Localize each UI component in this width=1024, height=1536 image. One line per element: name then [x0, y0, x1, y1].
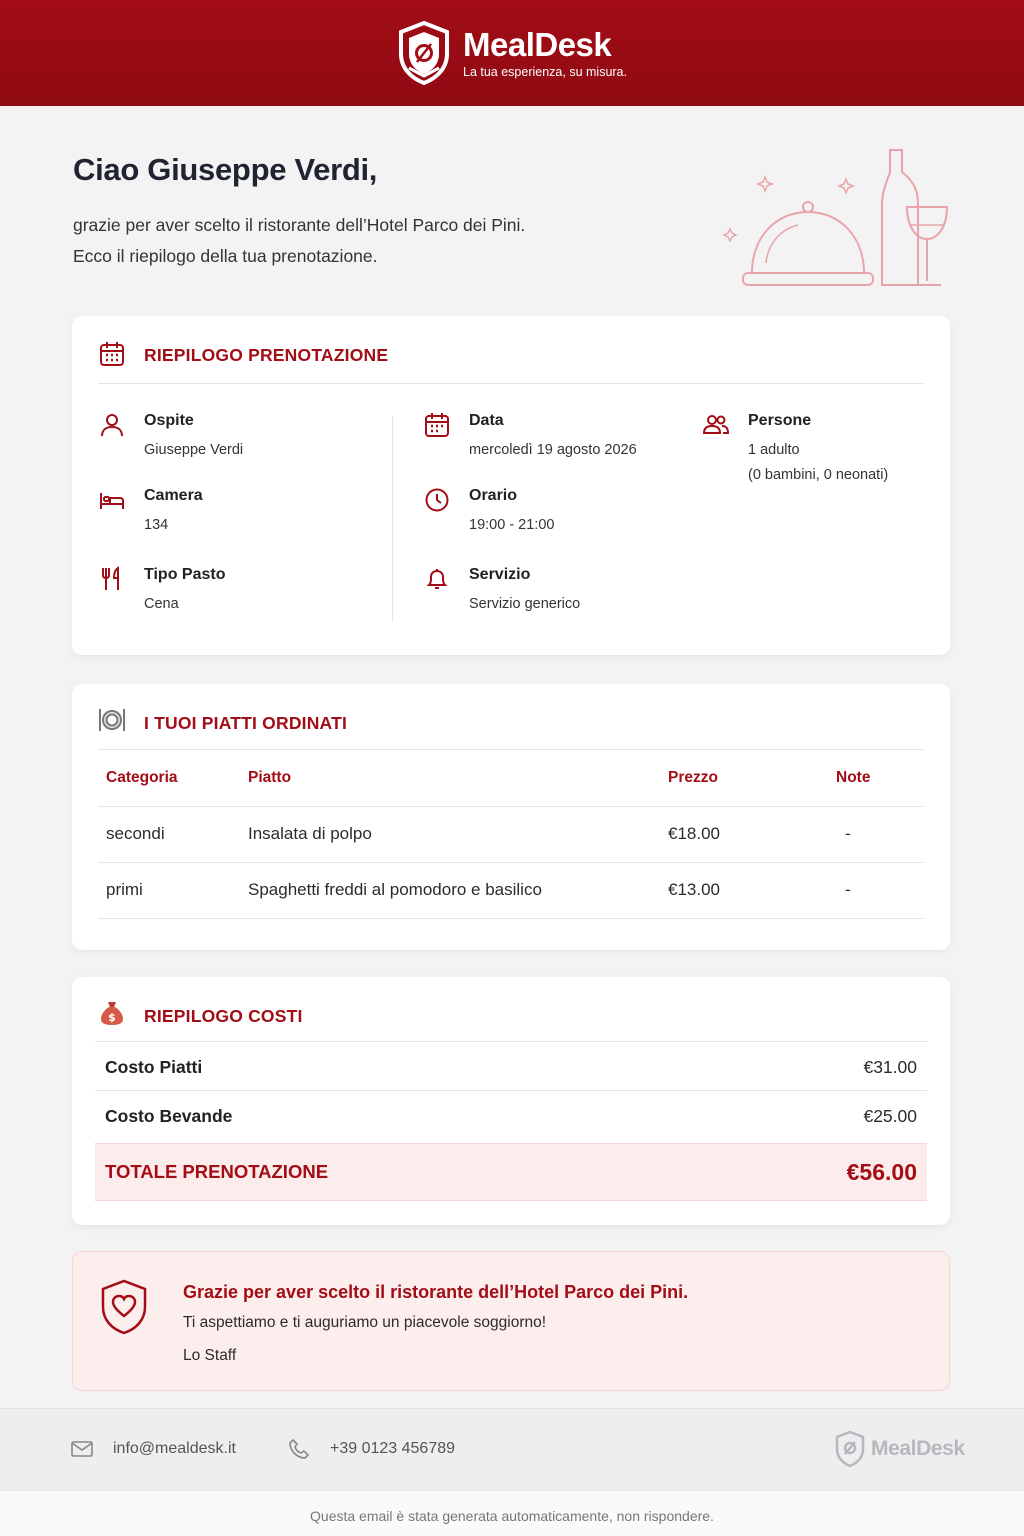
footer-phone[interactable]: [288, 1438, 455, 1460]
room-value: 134: [144, 517, 169, 533]
people-value: [748, 438, 888, 488]
svg-text:$: $: [108, 1011, 116, 1024]
greeting-line-2: Ecco il riepilogo della tua prenotazione.: [73, 246, 378, 266]
col-header-notes: Note: [836, 750, 924, 806]
dishes-table: [98, 750, 924, 919]
table-row: [98, 862, 924, 918]
total-value: €56.00: [846, 1158, 917, 1185]
time-value: 19:00 - 21:00: [469, 517, 555, 533]
people-detail: (0 bambini, 0 neonati): [748, 467, 889, 483]
col-header-dish: Piatto: [248, 750, 668, 806]
shield-logo-icon: [397, 20, 451, 86]
divider: [98, 383, 924, 384]
thanks-signature: Lo Staff: [183, 1347, 237, 1364]
footer-logo: [835, 1430, 965, 1468]
calendar-icon: [424, 412, 450, 438]
dish-name: Insalata di polpo: [248, 806, 668, 862]
date-label: Data: [469, 412, 504, 429]
meal-type-value: Cena: [144, 596, 179, 612]
bed-icon: [99, 487, 125, 513]
footer-brand: MealDesk: [871, 1437, 965, 1460]
ordered-dishes-title: I TUOI PIATTI ORDINATI: [144, 713, 348, 733]
people-label: Persone: [748, 412, 812, 429]
header-bar: [0, 0, 1024, 106]
dish-category: primi: [98, 862, 248, 918]
thank-you-box: [72, 1251, 950, 1391]
ordered-dishes-card: [72, 684, 950, 950]
mail-icon: [71, 1438, 93, 1460]
money-bag-icon: [98, 999, 126, 1027]
table-row: [98, 806, 924, 862]
table-header-row: [98, 750, 924, 806]
auto-generated-note: Questa email è stata generata automaticamente, non rispondere.: [0, 1490, 1024, 1536]
thanks-title: Grazie per aver scelto il ristorante dell’Hotel Parco dei Pini.: [183, 1282, 689, 1302]
footer-email[interactable]: [71, 1438, 236, 1460]
user-icon: [99, 412, 125, 438]
greeting: [73, 152, 693, 272]
guest-label: Ospite: [144, 412, 194, 429]
dish-category: secondi: [98, 806, 248, 862]
col-header-category: Categoria: [98, 750, 248, 806]
cost-row-dishes: [95, 1041, 927, 1093]
column-divider: [392, 416, 393, 622]
service-value: Servizio generico: [469, 596, 581, 612]
dish-price: €13.00: [668, 862, 836, 918]
cost-drinks-label: Costo Bevande: [105, 1106, 233, 1126]
cost-summary-title: RIEPILOGO COSTI: [144, 1006, 303, 1026]
time-label: Orario: [469, 487, 518, 504]
col-header-price: Prezzo: [668, 750, 836, 806]
reservation-summary-card: [72, 316, 950, 655]
people-icon: [703, 412, 729, 438]
cost-summary-card: [72, 977, 950, 1225]
people-adults: 1 adulto: [748, 442, 800, 458]
brand[interactable]: [397, 20, 627, 86]
service-label: Servizio: [469, 566, 531, 583]
thanks-message: Ti aspettiamo e ti auguriamo un piacevole soggiorno!: [183, 1314, 547, 1331]
guest-value: Giuseppe Verdi: [144, 442, 244, 458]
cloche-wine-illustration: [720, 145, 960, 295]
footer-email-text[interactable]: info@mealdesk.it: [113, 1440, 236, 1457]
dish-notes: -: [836, 862, 924, 918]
clock-icon: [424, 487, 450, 513]
footer: [0, 1408, 1024, 1490]
calendar-icon: [98, 340, 126, 368]
total-label: TOTALE PRENOTAZIONE: [105, 1161, 329, 1182]
shield-logo-icon: [835, 1430, 865, 1468]
greeting-line-1: grazie per aver scelto il ristorante dell’Hotel Parco dei Pini.: [73, 215, 526, 235]
bell-icon: [424, 566, 450, 592]
fork-knife-icon: [99, 566, 125, 592]
plate-icon: [98, 706, 126, 734]
room-label: Camera: [144, 487, 203, 504]
greeting-title: Ciao Giuseppe Verdi,: [73, 152, 378, 187]
dish-name: Spaghetti freddi al pomodoro e basilico: [248, 862, 668, 918]
cost-dishes-value: €31.00: [863, 1057, 917, 1077]
cost-row-drinks: [95, 1090, 927, 1142]
cost-drinks-value: €25.00: [863, 1106, 917, 1126]
date-value: mercoledì 19 agosto 2026: [469, 442, 637, 458]
meal-type-label: Tipo Pasto: [144, 566, 226, 583]
brand-tagline: La tua esperienza, su misura.: [463, 65, 627, 79]
dish-notes: -: [836, 806, 924, 862]
cost-dishes-label: Costo Piatti: [105, 1057, 203, 1077]
cost-row-total: [95, 1143, 927, 1201]
reservation-summary-title: RIEPILOGO PRENOTAZIONE: [144, 345, 389, 365]
phone-icon: [288, 1438, 310, 1460]
dish-price: €18.00: [668, 806, 836, 862]
brand-name: MealDesk: [463, 26, 612, 63]
shield-heart-icon: [99, 1278, 149, 1336]
footer-phone-text[interactable]: +39 0123 456789: [330, 1440, 456, 1457]
